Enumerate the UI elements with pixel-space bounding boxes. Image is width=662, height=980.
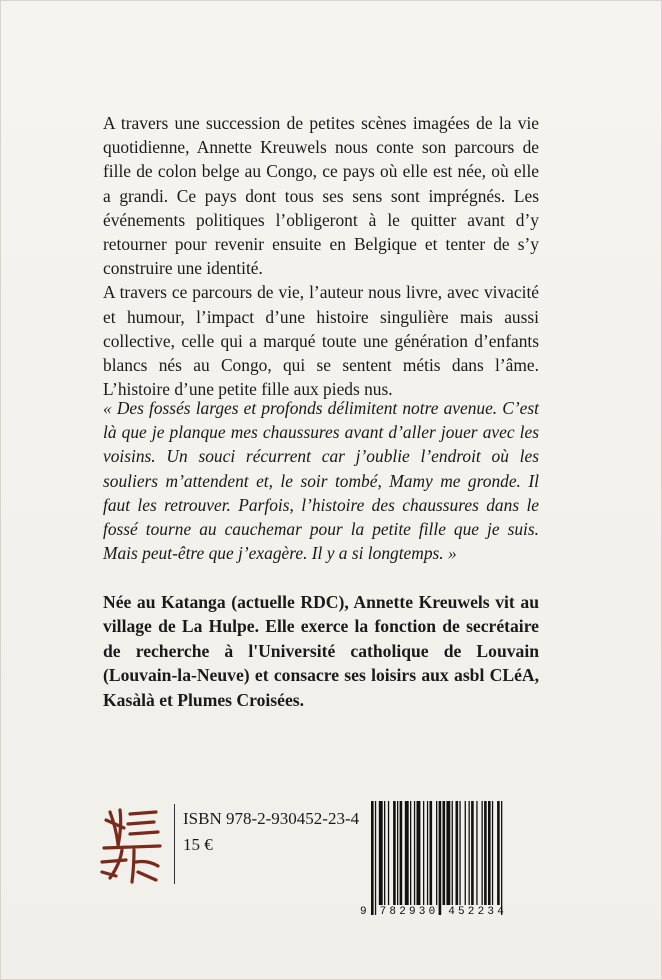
barcode-bar xyxy=(476,801,477,905)
intro-text xyxy=(103,111,539,401)
barcode-bar xyxy=(397,801,398,905)
barcode-bar xyxy=(423,801,424,905)
barcode-bar xyxy=(459,801,460,905)
barcode-bar xyxy=(375,801,376,915)
barcode-bar xyxy=(501,801,502,915)
barcode-bar xyxy=(492,801,493,905)
footer-divider xyxy=(174,804,175,884)
barcode-bar xyxy=(393,801,396,905)
barcode-bar xyxy=(482,801,483,905)
barcode-bar xyxy=(436,801,437,905)
barcode-bar xyxy=(452,801,453,905)
barcode-bar xyxy=(484,801,487,905)
barcode-bar xyxy=(414,801,415,905)
barcode-bar xyxy=(384,801,385,905)
intro-paragraph-1: A travers une succession de petites scènes imagées de la vie quotidienne, Annette Kreuwels nous conte son parcours de fille de colon belge au Congo, ce pays où elle est née, où elle a grandi. Ce pays dont tous ses sens sont imprégnés. Les événements politiques l’obligeront à le quitter avant d’y retourner pour revenir ensuite en Belgique et tenter de s’y construire une identité. xyxy=(103,113,539,279)
barcode-bar xyxy=(443,801,446,905)
barcode-bar xyxy=(400,801,403,905)
barcode-bar xyxy=(405,801,409,905)
barcode-bar xyxy=(410,801,411,905)
barcode-bar xyxy=(471,801,474,905)
barcode xyxy=(369,801,542,919)
barcode-bar xyxy=(488,801,491,905)
barcode-bar xyxy=(469,801,470,905)
barcode-digits: 9 782930 452234 xyxy=(360,906,508,918)
barcode-bar xyxy=(417,801,421,905)
barcode-bar xyxy=(497,801,500,905)
intro-paragraph-2: A travers ce parcours de vie, l’auteur nous livre, avec vivacité et humour, l’impact d’une histoire singulière mais aussi collective, celle qui a marqué toute une génération d’enfants blancs nés au Congo, qui se sentent métis dans l’âme. L’histoire d’une petite fille aux pieds nus. xyxy=(103,282,539,400)
price: 15 € xyxy=(183,835,213,854)
barcode-bar xyxy=(446,801,450,905)
barcode-bar xyxy=(388,801,389,905)
barcode-bar xyxy=(456,801,459,905)
isbn: ISBN 978-2-930452-23-4 xyxy=(183,809,360,828)
publisher-logo-icon xyxy=(96,806,164,886)
barcode-bar xyxy=(379,801,383,905)
barcode-bar xyxy=(465,801,466,905)
barcode-bar xyxy=(430,801,433,905)
barcode-bar xyxy=(439,801,442,915)
barcode-bar xyxy=(371,801,374,915)
barcode-bar xyxy=(427,801,428,905)
author-bio: Née au Katanga (actuelle RDC), Annette Kreuwels vit au village de La Hulpe. Elle exerce la fonction de secrétaire de recherche à l'Université catholique de Louvain (Louvain-la-Neuve) et consacre ses loisirs aux asbl CLéA, Kasàlà et Plumes Croisées. xyxy=(103,592,539,710)
excerpt-quote: « Des fossés larges et profonds délimitent notre avenue. C’est là que je planque mes chaussures avant d’aller jouer avec les voisins. Un souci récurrent car j’oublie l’endroit où les souliers m’attendent et, le soir tombé, Mamy me gronde. Il faut les retrouver. Parfois, l’histoire des chaussures dans le fossé tourne au cauchemar pour la petite fille que je suis. Mais peut-être que j’exagère. Il y a si longtemps. » xyxy=(103,398,539,564)
